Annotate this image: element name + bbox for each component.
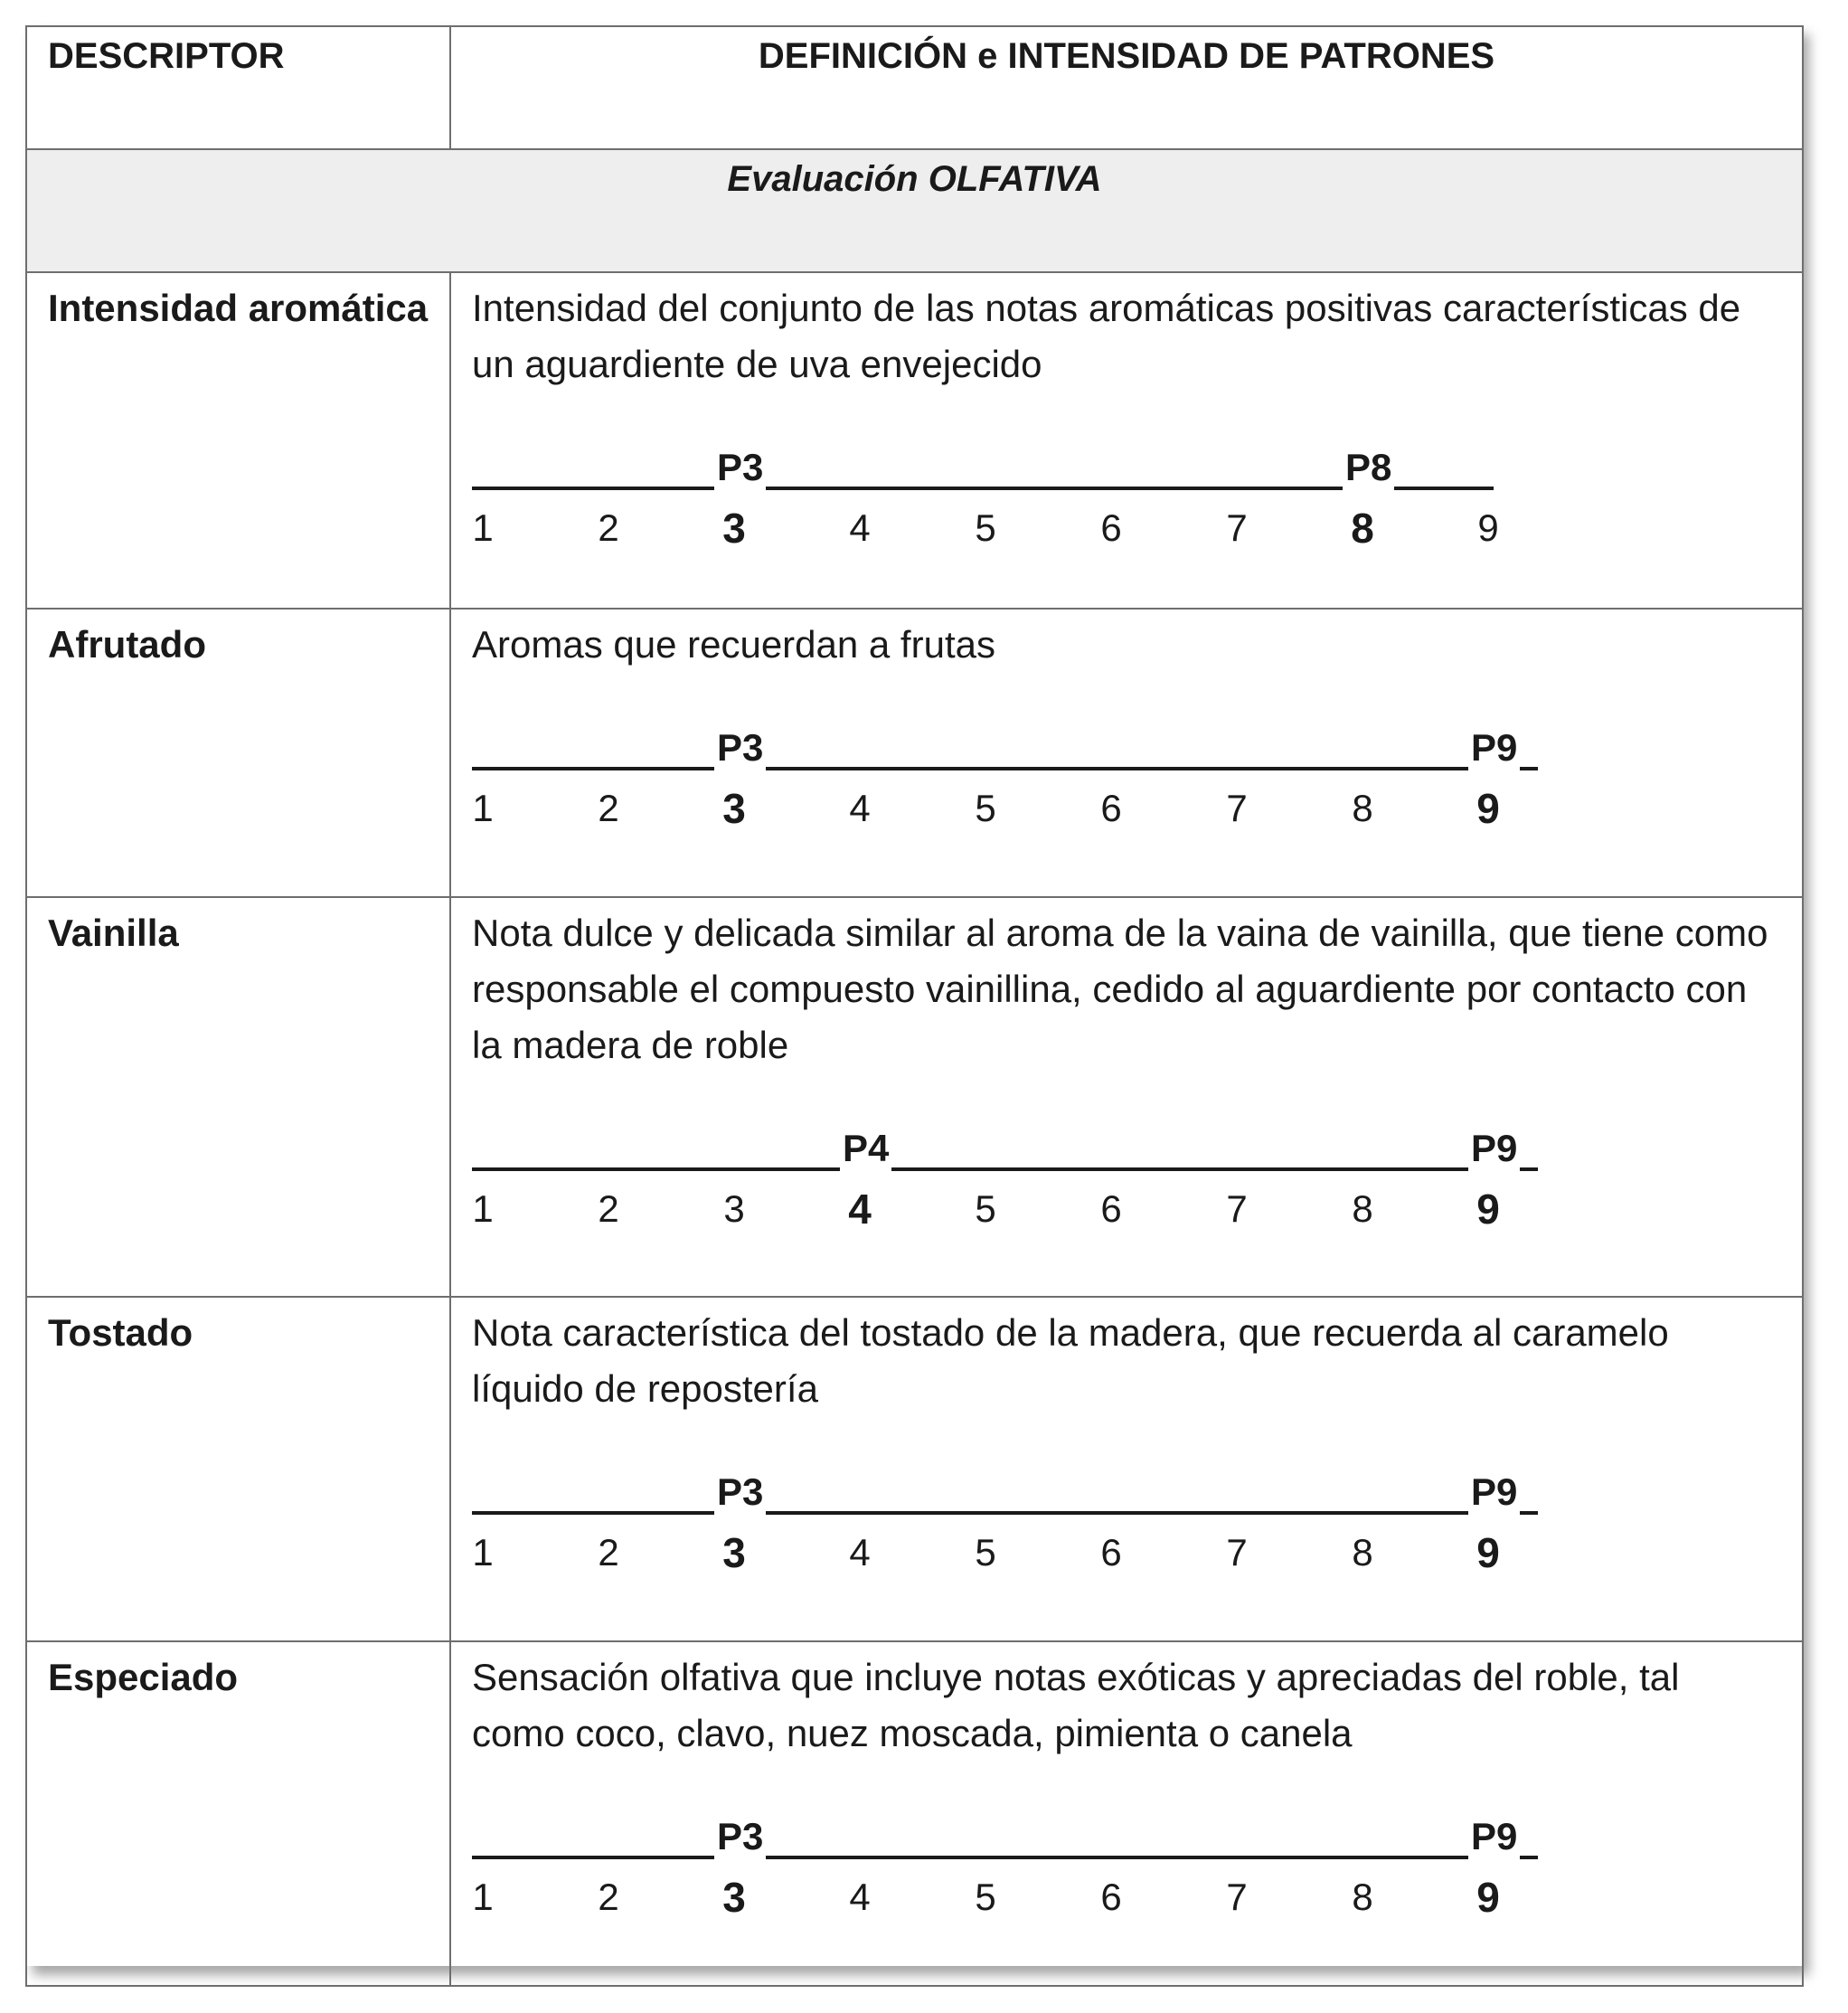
intensity-scale <box>472 1814 1780 1950</box>
scale-number: 6 <box>1100 1876 1122 1918</box>
scale-number: 3 <box>722 1874 746 1921</box>
definition-text: Sensación olfativa que incluye notas exóticas y apreciadas del roble, tal como coco, clavo, nuez moscada, pimienta o canela <box>472 1656 1680 1754</box>
table-row <box>26 1641 1803 1986</box>
scale-number: 6 <box>1100 506 1122 549</box>
reference-marker: P8 <box>1343 445 1394 490</box>
scale-number: 7 <box>1226 1876 1248 1918</box>
scale-number: 5 <box>975 506 996 549</box>
descriptor-cell: Intensidad aromática <box>26 272 450 609</box>
scale-number: 9 <box>1476 785 1500 832</box>
scale-number: 4 <box>849 787 871 829</box>
scale-number: 2 <box>598 1531 619 1574</box>
scale-number: 2 <box>598 1876 619 1918</box>
scale-number: 5 <box>975 787 996 829</box>
scale-number: 1 <box>472 1876 494 1918</box>
scale-number: 6 <box>1100 1187 1122 1230</box>
scale-number: 8 <box>1351 505 1374 552</box>
definition-cell <box>450 609 1803 897</box>
scale-number: 9 <box>1476 1186 1500 1233</box>
reference-marker: P3 <box>714 1470 766 1515</box>
scale-line <box>472 487 1494 490</box>
scale-line <box>472 1856 1538 1859</box>
scale-number: 2 <box>598 1187 619 1230</box>
scale-line <box>472 767 1538 770</box>
table-row <box>26 272 1803 609</box>
scale-number: 2 <box>598 787 619 829</box>
scale-number: 5 <box>975 1187 996 1230</box>
intensity-scale <box>472 445 1780 581</box>
scale-number: 9 <box>1477 506 1499 549</box>
scale-number: 7 <box>1226 506 1248 549</box>
scale-number: 9 <box>1476 1529 1500 1576</box>
scale-number: 9 <box>1476 1874 1500 1921</box>
scale-line <box>472 1167 1538 1171</box>
descriptor-cell: Especiado <box>26 1641 450 1986</box>
scale-number: 3 <box>723 1187 745 1230</box>
scale-number: 4 <box>849 506 871 549</box>
section-row <box>26 149 1803 272</box>
scale-number: 1 <box>472 1531 494 1574</box>
header-descriptor: DESCRIPTOR <box>26 26 450 149</box>
sensory-table-container <box>25 25 1802 1966</box>
scale-number: 5 <box>975 1876 996 1918</box>
table-row <box>26 609 1803 897</box>
section-title: Evaluación OLFATIVA <box>26 149 1803 272</box>
scale-number: 8 <box>1352 787 1373 829</box>
descriptor-cell: Tostado <box>26 1297 450 1641</box>
reference-marker: P4 <box>840 1126 891 1171</box>
scale-number: 4 <box>849 1531 871 1574</box>
table-row <box>26 1297 1803 1641</box>
intensity-scale <box>472 725 1780 861</box>
scale-number: 5 <box>975 1531 996 1574</box>
intensity-scale <box>472 1470 1780 1605</box>
scale-line <box>472 1511 1538 1515</box>
reference-marker: P9 <box>1468 1814 1520 1859</box>
reference-marker: P9 <box>1468 1470 1520 1515</box>
reference-marker: P3 <box>714 725 766 770</box>
scale-number: 6 <box>1100 787 1122 829</box>
definition-cell <box>450 272 1803 609</box>
table-header-row <box>26 26 1803 149</box>
definition-text: Nota dulce y delicada similar al aroma de la vaina de vainilla, que tiene como responsable el compuesto vainillina, cedido al aguardiente por contacto con la madera de roble <box>472 912 1768 1066</box>
reference-marker: P3 <box>714 445 766 490</box>
scale-number: 1 <box>472 787 494 829</box>
definition-cell <box>450 1297 1803 1641</box>
definition-cell <box>450 1641 1803 1986</box>
scale-number: 7 <box>1226 1187 1248 1230</box>
scale-number: 1 <box>472 506 494 549</box>
scale-number: 8 <box>1352 1187 1373 1230</box>
scale-number: 2 <box>598 506 619 549</box>
scale-number: 6 <box>1100 1531 1122 1574</box>
reference-marker: P3 <box>714 1814 766 1859</box>
scale-number: 4 <box>848 1186 872 1233</box>
intensity-scale <box>472 1126 1780 1262</box>
definition-cell <box>450 897 1803 1297</box>
scale-number: 3 <box>722 785 746 832</box>
table-row <box>26 897 1803 1297</box>
descriptor-cell: Vainilla <box>26 897 450 1297</box>
scale-number: 7 <box>1226 787 1248 829</box>
reference-marker: P9 <box>1468 725 1520 770</box>
scale-number: 7 <box>1226 1531 1248 1574</box>
definition-text: Aromas que recuerdan a frutas <box>472 623 995 666</box>
header-definition: DEFINICIÓN e INTENSIDAD DE PATRONES <box>450 26 1803 149</box>
reference-marker: P9 <box>1468 1126 1520 1171</box>
scale-number: 8 <box>1352 1531 1373 1574</box>
scale-number: 8 <box>1352 1876 1373 1918</box>
definition-text: Nota característica del tostado de la madera, que recuerda al caramelo líquido de repostería <box>472 1311 1669 1410</box>
scale-number: 3 <box>722 1529 746 1576</box>
scale-number: 3 <box>722 505 746 552</box>
sensory-descriptor-table <box>25 25 1804 1987</box>
scale-number: 4 <box>849 1876 871 1918</box>
definition-text: Intensidad del conjunto de las notas aromáticas positivas características de un aguardiente de uva envejecido <box>472 287 1741 385</box>
descriptor-cell: Afrutado <box>26 609 450 897</box>
scale-number: 1 <box>472 1187 494 1230</box>
